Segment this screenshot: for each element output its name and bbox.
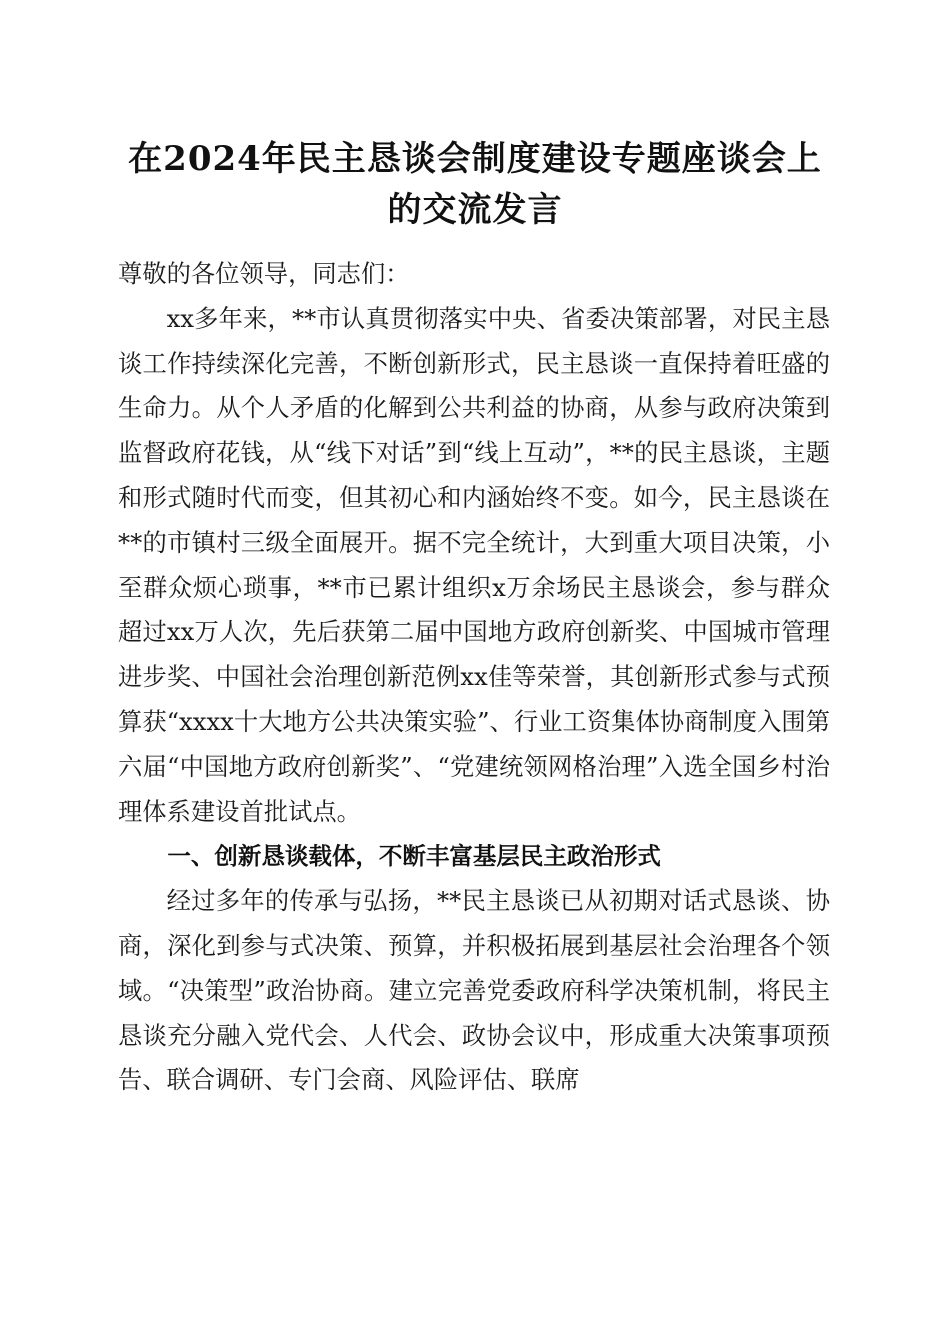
document-title	[118, 134, 832, 236]
intro-paragraph: xx多年来，**市认真贯彻落实中央、省委决策部署，对民主恳谈工作持续深化完善，不断创新形式，民主恳谈一直保持着旺盛的生命力。从个人矛盾的化解到公共利益的协商，从参与政府决策到监督政府花钱，从“线下对话”到“线上互动”，**的民主恳谈，主题和形式随时代而变，但其初心和内涵始终不变。如今，民主恳谈在**的市镇村三级全面展开。据不完全统计，大到重大项目决策，小至群众烦心琐事，**市已累计组织x万余场民主恳谈会，参与群众超过xx万人次，先后获第二届中国地方政府创新奖、中国城市管理进步奖、中国社会治理创新范例xx佳等荣誉，其创新形式参与式预算获“xxxx十大地方公共决策实验”、行业工资集体协商制度入围第六届“中国地方政府创新奖”、“党建统领网格治理”入选全国乡村治理体系建设首批试点。	[118, 303, 830, 826]
greeting: 尊敬的各位领导，同志们：	[118, 259, 410, 288]
title-line-1: 在2024年民主恳谈会制度建设专题座谈会上	[128, 139, 822, 179]
document-body	[118, 252, 830, 1103]
section-heading-1: 一、创新恳谈载体，不断丰富基层民主政治形式	[167, 842, 661, 871]
title-line-2: 的交流发言	[387, 190, 563, 230]
section-1-paragraph: 经过多年的传承与弘扬，**民主恳谈已从初期对话式恳谈、协商，深化到参与式决策、预算，并积极拓展到基层社会治理各个领域。“决策型”政治协商。建立完善党委政府科学决策机制，将民主恳谈充分融入党代会、人代会、政协会议中，形成重大决策事项预告、联合调研、专门会商、风险评估、联席	[118, 886, 830, 1095]
